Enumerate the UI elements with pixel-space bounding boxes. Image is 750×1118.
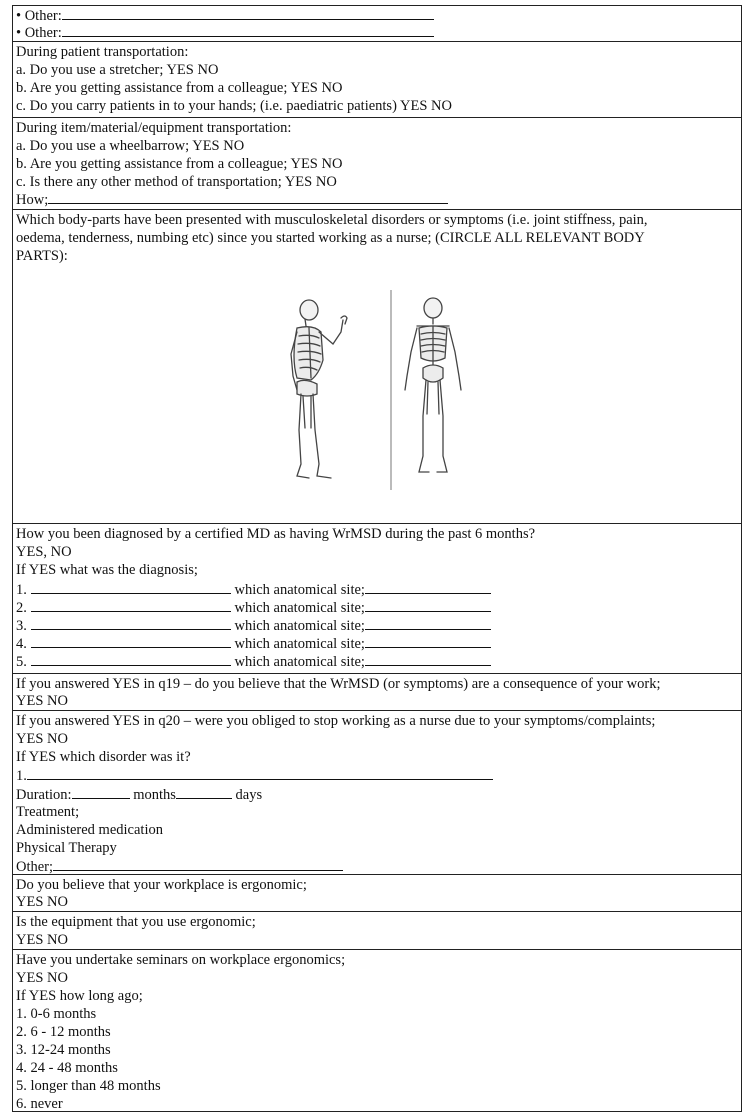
physio-label: Physical Therapy <box>16 840 117 856</box>
other-section <box>13 6 741 42</box>
diagnosis-row-3 <box>16 616 491 634</box>
equipment-question: Is the equipment that you use ergonomic; <box>16 914 256 930</box>
treatment-other-blank[interactable] <box>53 857 343 871</box>
treatment-other-row <box>16 857 343 875</box>
diagnosis-answer: YES, NO <box>16 544 72 560</box>
body-parts-line-3: PARTS): <box>16 248 68 264</box>
seminar-option-3: 3. 12-24 months <box>16 1042 111 1058</box>
q20-which: If YES which disorder was it? <box>16 749 191 765</box>
treatment-label: Treatment; <box>16 804 80 820</box>
diagnosis-blank-2[interactable] <box>31 598 231 612</box>
how-blank[interactable] <box>48 190 448 204</box>
q19-answer: YES NO <box>16 693 68 709</box>
site-label-3: which anatomical site; <box>234 618 365 634</box>
questionnaire-table <box>12 5 742 1112</box>
seminar-option-6: 6. never <box>16 1096 63 1112</box>
diagnosis-blank-5[interactable] <box>31 652 231 666</box>
diagnosis-blank-4[interactable] <box>31 634 231 648</box>
seminars-answer: YES NO <box>16 970 68 986</box>
workplace-question: Do you believe that your workplace is ergonomic; <box>16 877 307 893</box>
seminars-section <box>13 950 741 1111</box>
item-transport-how-row <box>16 190 448 208</box>
patient-transport-a: a. Do you use a stretcher; YES NO <box>16 62 219 78</box>
other-blank-1[interactable] <box>62 6 434 20</box>
q20-one: 1. <box>16 768 27 784</box>
other-row-2 <box>16 23 434 41</box>
diagnosis-number-4: 4. <box>16 636 27 652</box>
equipment-answer: YES NO <box>16 932 68 948</box>
item-transport-a: a. Do you use a wheelbarrow; YES NO <box>16 138 245 154</box>
patient-transport-b: b. Are you getting assistance from a colleague; YES NO <box>16 80 343 96</box>
site-blank-5[interactable] <box>365 652 491 666</box>
skeleton-front-view-image[interactable] <box>395 296 471 482</box>
diagnosis-number-2: 2. <box>16 600 27 616</box>
days-blank[interactable] <box>176 785 232 799</box>
site-label-5: which anatomical site; <box>234 654 365 670</box>
diagnosis-number-3: 3. <box>16 618 27 634</box>
diagnosis-number-5: 5. <box>16 654 27 670</box>
body-parts-section <box>13 210 741 524</box>
item-transport-section <box>13 118 741 210</box>
diagnosis-section <box>13 524 741 674</box>
diagnosis-row-2 <box>16 598 491 616</box>
q19-section <box>13 674 741 711</box>
skeleton-side-view-image[interactable] <box>275 298 357 488</box>
other-label-2: • Other: <box>16 25 62 41</box>
diagnosis-blank-3[interactable] <box>31 616 231 630</box>
site-blank-4[interactable] <box>365 634 491 648</box>
diagnosis-row-5 <box>16 652 491 670</box>
other-row-1 <box>16 6 434 24</box>
site-label-4: which anatomical site; <box>234 636 365 652</box>
diagnosis-row-1 <box>16 580 491 598</box>
patient-transport-c: c. Do you carry patients in to your hands; (i.e. paediatric patients) YES NO <box>16 98 452 114</box>
seminar-option-5: 5. longer than 48 months <box>16 1078 161 1094</box>
workplace-answer: YES NO <box>16 894 68 910</box>
item-transport-b: b. Are you getting assistance from a colleague; YES NO <box>16 156 343 172</box>
patient-transport-section <box>13 42 741 118</box>
site-blank-3[interactable] <box>365 616 491 630</box>
q20-question: If you answered YES in q20 – were you obliged to stop working as a nurse due to your symptoms/complaints; <box>16 713 656 729</box>
medication-label: Administered medication <box>16 822 163 838</box>
months-label: months <box>133 787 176 803</box>
disorder-blank[interactable] <box>27 766 493 780</box>
seminars-question: Have you undertake seminars on workplace ergonomics; <box>16 952 346 968</box>
duration-label: Duration: <box>16 787 72 803</box>
other-blank-2[interactable] <box>62 23 434 37</box>
q20-section <box>13 711 741 875</box>
workplace-section <box>13 875 741 912</box>
item-transport-c: c. Is there any other method of transportation; YES NO <box>16 174 337 190</box>
months-blank[interactable] <box>72 785 130 799</box>
site-label-2: which anatomical site; <box>234 600 365 616</box>
diagnosis-number-1: 1. <box>16 582 27 598</box>
diagnosis-if-yes: If YES what was the diagnosis; <box>16 562 198 578</box>
other-label-1: • Other: <box>16 8 62 24</box>
q20-disorder-row <box>16 766 493 784</box>
duration-row <box>16 785 262 803</box>
treatment-other-label: Other; <box>16 859 54 875</box>
site-label-1: which anatomical site; <box>234 582 365 598</box>
site-blank-2[interactable] <box>365 598 491 612</box>
days-label: days <box>235 787 263 803</box>
site-blank-1[interactable] <box>365 580 491 594</box>
diagnosis-row-4 <box>16 634 491 652</box>
seminars-if-yes: If YES how long ago; <box>16 988 143 1004</box>
q19-question: If you answered YES in q19 – do you believe that the WrMSD (or symptoms) are a consequence of your work; <box>16 676 661 692</box>
body-parts-line-2: oedema, tenderness, numbing etc) since you started working as a nurse; (CIRCLE ALL RELEVANT BODY <box>16 230 645 246</box>
diagnosis-blank-1[interactable] <box>31 580 231 594</box>
q20-answer: YES NO <box>16 731 68 747</box>
seminar-option-4: 4. 24 - 48 months <box>16 1060 118 1076</box>
seminar-option-2: 2. 6 - 12 months <box>16 1024 111 1040</box>
patient-transport-title: During patient transportation: <box>16 44 189 60</box>
figure-divider <box>389 290 393 490</box>
equipment-section <box>13 912 741 950</box>
body-parts-line-1: Which body-parts have been presented with musculoskeletal disorders or symptoms (i.e. joint stiffness, pain, <box>16 212 648 228</box>
item-transport-title: During item/material/equipment transportation: <box>16 120 292 136</box>
item-transport-how: How; <box>16 192 49 208</box>
seminar-option-1: 1. 0-6 months <box>16 1006 97 1022</box>
diagnosis-question: How you been diagnosed by a certified MD as having WrMSD during the past 6 months? <box>16 526 536 542</box>
